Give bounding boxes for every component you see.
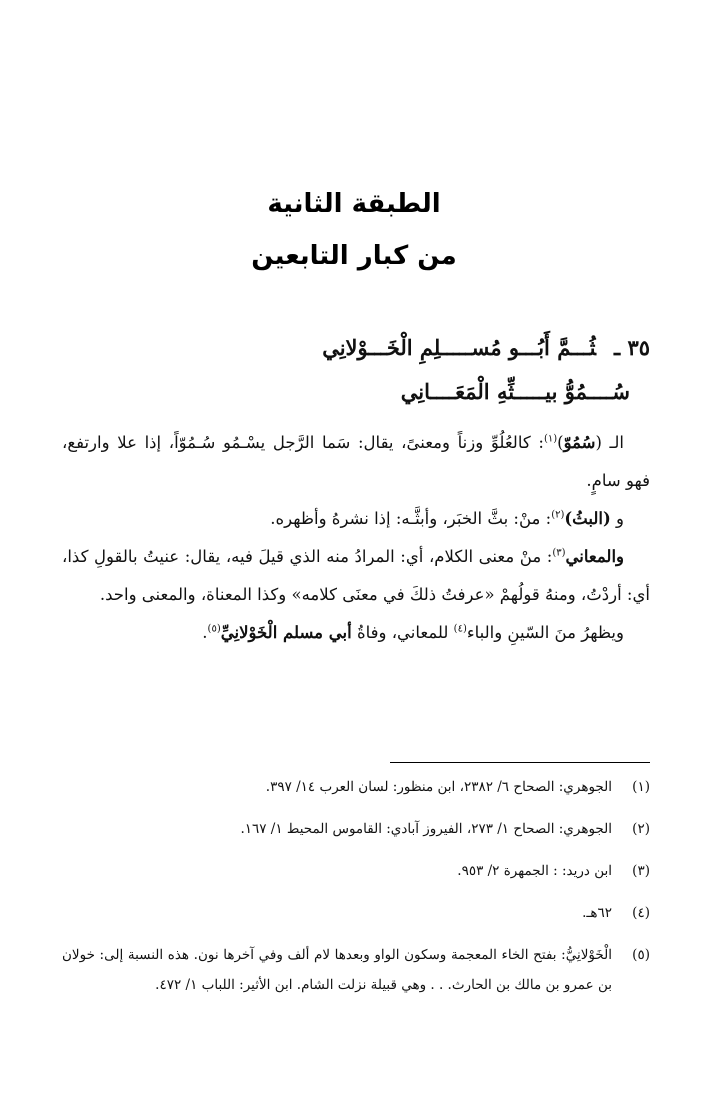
entry-name-line-1: ثُـــمَّ أَبُـــو مُســـــلِمِ الْخَـــوْلانِي [322, 335, 596, 360]
footnote-number: (٣) [632, 863, 650, 879]
footnote-number: (٤) [632, 905, 650, 921]
p1-prefix: الـ ( [595, 433, 624, 452]
footnote-ref-3[interactable]: (٣) [552, 547, 566, 559]
paragraph-sumuw [62, 424, 650, 500]
paragraph-death-date [62, 614, 650, 652]
entry-line-2: سُــــمُوُّ بيـــــثِّهِ الْمَعَــــانِي [400, 379, 630, 404]
section-heading [0, 178, 708, 282]
footnote-divider [390, 762, 650, 763]
footnote-ref-2[interactable]: (٢) [551, 509, 565, 521]
p1-term-close: ) [557, 433, 564, 452]
footnote-item [62, 940, 650, 1000]
footnote-text: ابن دريد: : الجمهرة ٢/ ٩٥٣. [457, 863, 612, 879]
footnote-item [62, 772, 650, 802]
footnote-number: (٥) [632, 947, 650, 963]
p4-text-1: ويظهرُ منَ السّينِ والباء [466, 623, 624, 642]
paragraph-bath [62, 500, 650, 538]
footnote-item [62, 856, 650, 886]
footnote-ref-5[interactable]: (٥) [207, 623, 221, 635]
footnote-ref-1[interactable]: (١) [543, 433, 558, 445]
p1-term: سُمُوّ [563, 433, 596, 452]
footnote-text: الجوهري: الصحاح ٦/ ٢٣٨٢، ابن منظور: لسان العرب ١٤/ ٣٩٧. [265, 779, 612, 795]
entry-line-1 [60, 326, 650, 370]
p3-term: والمعاني [565, 547, 624, 566]
p4-text-2: للمعاني، وفاةُ [351, 623, 454, 642]
footnote-ref-4[interactable]: (٤) [453, 623, 467, 635]
p4-term: أبي مسلم الْخَوْلانِيِّ [220, 623, 352, 642]
entry-number: ٣٥ ـ [613, 335, 650, 360]
footnotes [62, 772, 650, 1000]
paragraph-maani [62, 538, 650, 614]
commentary-body [62, 424, 650, 652]
heading-line-1: الطبقة الثانية [267, 189, 441, 219]
p4-end: . [202, 623, 208, 642]
footnote-text: الجوهري: الصحاح ١/ ٢٧٣، الفيروز آبادي: القاموس المحيط ١/ ١٦٧. [240, 821, 612, 837]
p1-text: : كالعُلُوِّ وزناً ومعنىً، يقال: سَما الرَّجل يسْـمُو سُـمُوّاً، إذا علا وارتفع، فهو سامٍ. [62, 433, 650, 490]
p2-text: : منْ: بثَّ الخبَر، وأبثَّـه: إذا نشرهُ وأظهره. [270, 509, 552, 528]
heading-line-2: من كبار التابعين [251, 241, 457, 271]
footnote-text: ٦٢هـ. [582, 905, 612, 921]
footnote-number: (٢) [632, 821, 650, 837]
footnote-item [62, 814, 650, 844]
entry-header [60, 326, 650, 414]
footnote-text: الْخَوْلانِيُّ: بفتح الخاء المعجمة وسكون الواو وبعدها لام ألف وفي آخرها نون. هذه النسبة إلى: خولان بن عمرو بن مالك بن الحارث. . . وهي قبيلة نزلت الشام. ابن الأثير: اللباب ١/ ٤٧٢. [62, 947, 612, 993]
p3-text: : منْ معنى الكلام، أي: المرادُ منه الذي قيلَ فيه، يقال: عنيتُ بالقولِ كذا، أي: أردْتُ، ومنهُ قولُهمْ «عرفتُ ذلكَ في معنَى كلامه» وكذا المعناة، والمعنى واحد. [62, 547, 650, 604]
p2-term: (البثُ) [564, 509, 611, 528]
footnote-number: (١) [632, 779, 650, 795]
footnote-item [62, 898, 650, 928]
p2-prefix: و [610, 509, 624, 528]
